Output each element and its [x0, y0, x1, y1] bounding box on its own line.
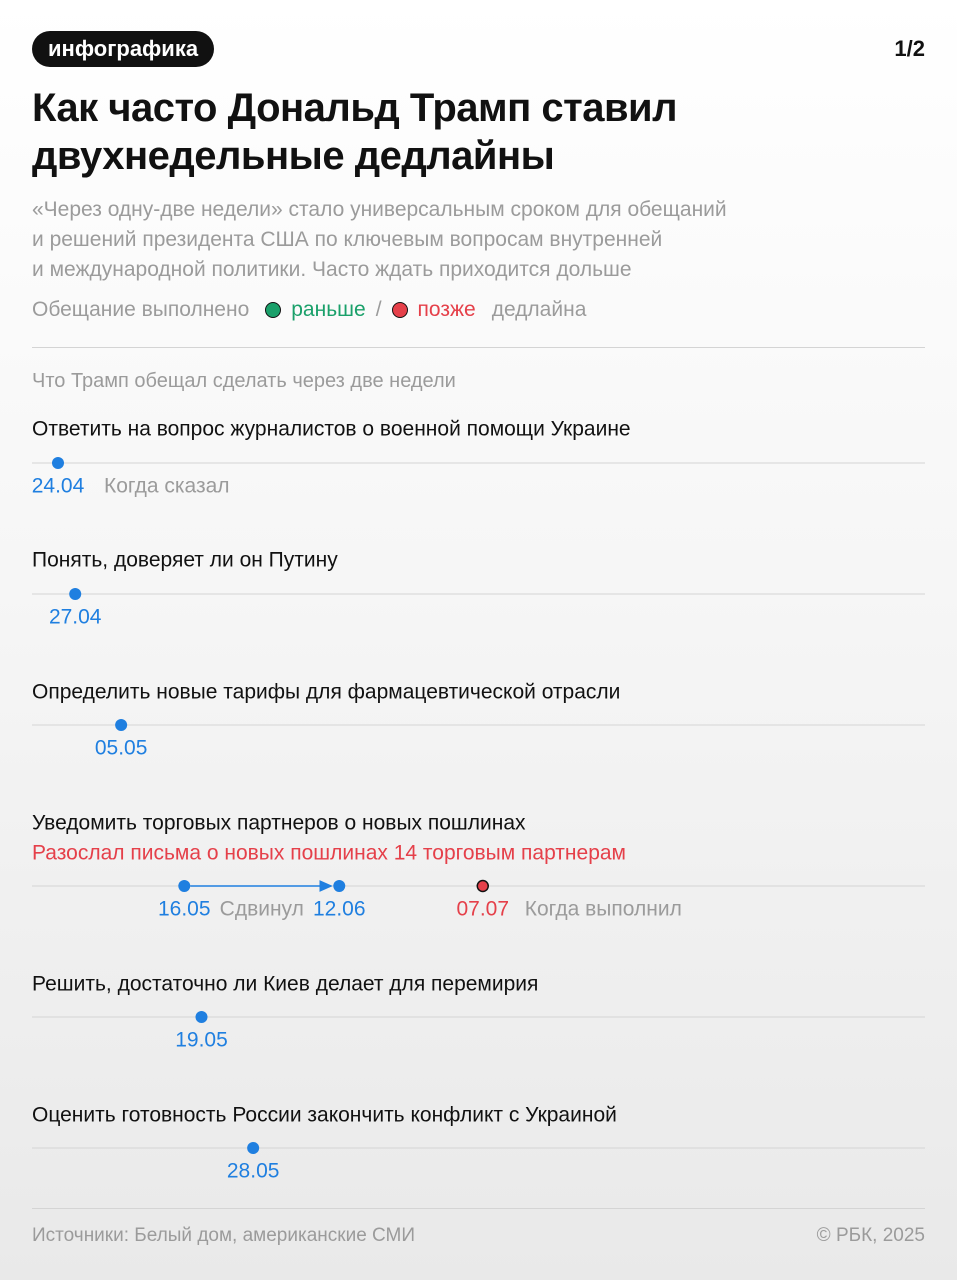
said-point-3 — [115, 719, 127, 731]
subtitle-line-2: и решений президента США по ключевым вопросам внутренней — [32, 228, 663, 251]
subtitle-line-1: «Через одну-две недели» стало универсальным сроком для обещаний — [32, 198, 727, 221]
said-date-4: 16.05 — [157, 897, 211, 921]
said-point-4 — [178, 880, 190, 892]
copyright: © РБК, 2025 — [816, 1225, 925, 1246]
said-date-1: 24.04 — [31, 474, 85, 498]
said-point-6 — [247, 1142, 259, 1154]
said-date-5: 19.05 — [175, 1028, 228, 1052]
footer-divider — [32, 1208, 925, 1209]
title-line-2: двухнедельные дедлайны — [32, 134, 555, 178]
shift-note-4: Сдвинул — [219, 897, 304, 921]
done-date-4: 07.07 — [456, 897, 510, 921]
section-label: Что Трамп обещал сделать через две недели — [32, 370, 456, 392]
page-indicator: 1/2 — [894, 36, 925, 61]
item-label-2: Понять, доверяет ли он Путину — [32, 548, 338, 572]
subtitle-line-3: и международной политики. Часто ждать приходится дольше — [32, 258, 632, 281]
said-point-5 — [196, 1011, 208, 1023]
legend-slash: / — [375, 298, 382, 321]
legend-prefix: Обещание выполнено — [32, 298, 250, 321]
said-date-6: 28.05 — [226, 1159, 280, 1183]
shifted-point-4 — [333, 880, 345, 892]
done-note-4: Когда выполнил — [524, 897, 682, 921]
said-date-3: 05.05 — [94, 736, 148, 760]
legend-early-label: раньше — [291, 298, 366, 321]
item-outcome-4: Разослал письма о новых пошлинах 14 торговым партнерам — [32, 841, 626, 865]
legend-late-label: позже — [417, 298, 476, 321]
legend-suffix: дедлайна — [491, 298, 587, 321]
said-point-1 — [52, 457, 64, 469]
shifted-date-4: 12.06 — [312, 897, 366, 921]
item-label-4: Уведомить торговых партнеров о новых пошлинах — [32, 811, 526, 835]
item-label-1: Ответить на вопрос журналистов о военной помощи Украине — [32, 417, 631, 441]
category-badge: инфографика — [32, 31, 214, 67]
done-point-4 — [477, 881, 488, 892]
sources: Источники: Белый дом, американские СМИ — [32, 1225, 416, 1246]
said-point-2 — [69, 588, 81, 600]
title-line-1: Как часто Дональд Трамп ставил — [32, 86, 678, 130]
item-label-6: Оценить готовность России закончить конфликт с Украиной — [32, 1103, 617, 1127]
item-label-5: Решить, достаточно ли Киев делает для перемирия — [32, 972, 539, 996]
item-label-3: Определить новые тарифы для фармацевтической отрасли — [32, 680, 621, 704]
said-date-2: 27.04 — [48, 605, 102, 629]
said-note-1: Когда сказал — [104, 474, 230, 498]
